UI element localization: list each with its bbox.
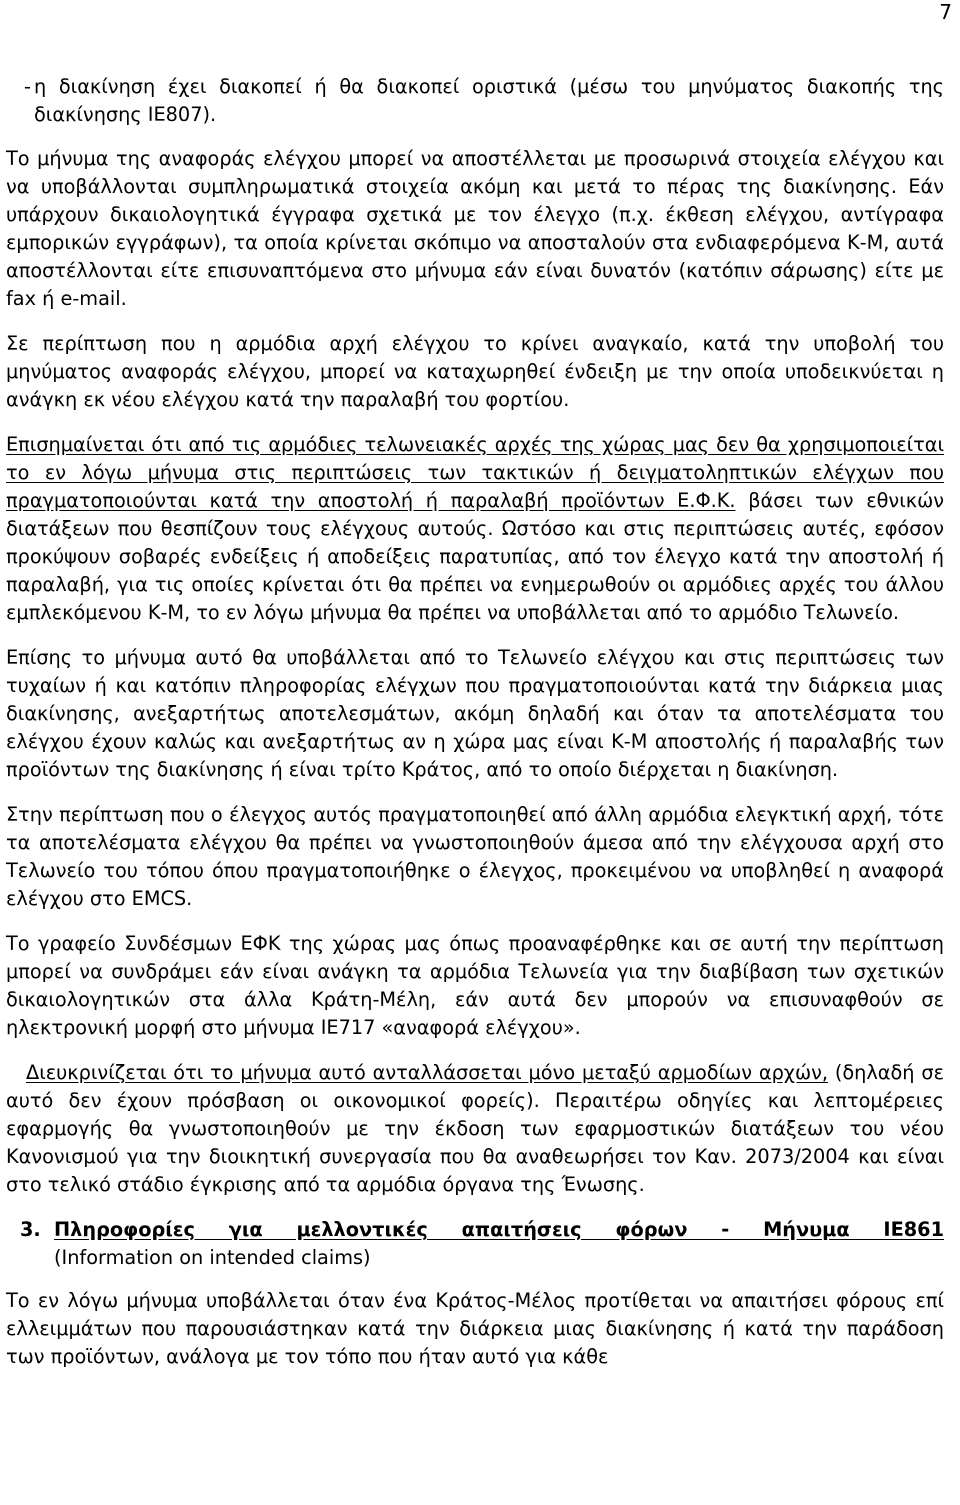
underlined-clarification: Διευκρινίζεται ότι το μήνυμα αυτό ανταλλάσσεται μόνο μεταξύ αρμοδίων αρχών,	[26, 1061, 828, 1084]
paragraph-liaison-office: Το γραφείο Συνδέσμων ΕΦΚ της χώρας μας όπως προαναφέρθηκε και σε αυτή την περίπτωση μπορεί να συνδράμει εάν είναι ανάγκη τα αρμόδια Τελωνεία για την διαβίβαση των σχετικών δικαιολογητικών στα άλλα Κράτη-Μέλη, εάν αυτά δεν μπορούν να επισυναφθούν σε ηλεκτρονική μορφή στο μήνυμα ΙΕ717 «αναφορά ελέγχου».	[6, 932, 944, 1039]
paragraph-random-checks: Επίσης το μήνυμα αυτό θα υποβάλλεται από το Τελωνείο ελέγχου και στις περιπτώσεις των τυχαίων ή και κατόπιν πληροφορίας ελέγχων που πραγματοποιούνται κατά την διάρκεια μιας διακίνησης, ανεξαρτήτως αποτελεσμάτων, ακόμη δηλαδή και όταν τα αποτελέσματα του ελέγχου έχουν καλώς και ανεξαρτήτως αν η χώρα μας είναι Κ-Μ αποστολής ή παραλαβής των προϊόντων της διακίνησης ή είναι τρίτο Κράτος, από το οποίο διέρχεται η διακίνηση.	[6, 646, 944, 781]
paragraph-text: (δηλαδή σε αυτό δεν έχουν πρόσβαση οι οικονομικοί φορείς). Περαιτέρω οδηγίες και λεπτομέρειες εφαρμογής θα γνωστοποιηθούν με την έκδοση των εφαρμοστικών διατάξεων του νέου Κανονισμού για την διοικητική συνεργασία που θα αναθεωρήσει τον Καν. 2073/2004 και είναι στο τελικό στάδιο έγκρισης από τα αρμόδια όργανα της Ένωσης.	[6, 1061, 944, 1196]
section-heading	[6, 1216, 944, 1272]
bullet-text: η διακίνηση έχει διακοπεί ή θα διακοπεί οριστικά (μέσω του μηνύματος διακοπής της διακίνησης ΙΕ807).	[34, 75, 944, 126]
paragraph-text: βάσει των εθνικών διατάξεων που θεσπίζουν τους ελέγχους αυτούς. Ωστόσο και στις περιπτώσεις αυτές, εφόσον προκύψουν σοβαρές ενδείξεις ή αποδείξεις παρατυπίας, από τον έλεγχο κατά την αποστολή ή παραλαβή, για τις οποίες κρίνεται ότι θα πρέπει να ενημερωθούν οι αρμόδιες αρχές του άλλου εμπλεκόμενου Κ-Μ, το εν λόγω μήνυμα θα πρέπει να υποβάλλεται από το αρμόδιο Τελωνείο.	[6, 489, 944, 624]
section-number: 3.	[20, 1218, 41, 1241]
page-number: 7	[939, 0, 952, 24]
bullet-item	[6, 73, 944, 129]
paragraph-ie861: Το εν λόγω μήνυμα υποβάλλεται όταν ένα Κράτος-Μέλος προτίθεται να απαιτήσει φόρους επί ελλειμμάτων που παρουσιάστηκαν κατά την διάρκεια μιας διακίνησης ή κατά την παράδοση των προϊόντων, ανάλογα με τον τόπο που ήταν αυτό για κάθε	[6, 1289, 944, 1368]
paragraph-control-report: Το μήνυμα της αναφοράς ελέγχου μπορεί να αποστέλλεται με προσωρινά στοιχεία ελέγχου και να υποβάλλονται συμπληρωματικά στοιχεία ακόμη και μετά το πέρας της διακίνησης. Εάν υπάρχουν δικαιολογητικά έγγραφα σχετικά με τον έλεγχο (π.χ. έκθεση ελέγχου, αντίγραφα εμπορικών εγγράφων), τα οποία κρίνεται σκόπιμο να αποσταλούν στα ενδιαφερόμενα Κ-Μ, αυτά αποστέλλονται είτε επισυναπτόμενα στο μήνυμα εάν είναι δυνατόν (κατόπιν σάρωσης) είτε με fax ή e-mail.	[6, 147, 944, 310]
section-title: Πληροφορίες για μελλοντικές απαιτήσεις φόρων - Μήνυμα ΙΕ861	[54, 1218, 944, 1241]
section-subtitle: (Information on intended claims)	[54, 1246, 371, 1269]
bullet-dash: -	[24, 75, 31, 98]
document-body	[6, 73, 944, 1388]
paragraph-recheck-indicator: Σε περίπτωση που η αρμόδια αρχή ελέγχου το κρίνει αναγκαίο, κατά την υποβολή του μηνύματος αναφοράς ελέγχου, μπορεί να καταχωρηθεί ένδειξη με την οποία υποδεικνύεται η ανάγκη εκ νέου ελέγχου κατά την παραλαβή του φορτίου.	[6, 332, 944, 411]
paragraph-national-controls	[6, 431, 944, 627]
paragraph-other-authority: Στην περίπτωση που ο έλεγχος αυτός πραγματοποιηθεί από άλλη αρμόδια ελεγκτική αρχή, τότε τα αποτελέσματα ελέγχου θα πρέπει να γνωστοποιηθούν άμεσα από την ελέγχουσα αρχή στο Τελωνείο του τόπου όπου πραγματοποιήθηκε ο έλεγχος, προκειμένου να υποβληθεί η αναφορά ελέγχου στο EMCS.	[6, 803, 944, 910]
paragraph-clarification	[6, 1059, 944, 1199]
underlined-notice: Επισημαίνεται ότι από τις αρμόδιες τελωνειακές αρχές της χώρας μας δεν θα χρησιμοποιείται το εν λόγω μήνυμα στις περιπτώσεις των τακτικών ή δειγματοληπτικών ελέγχων που πραγματοποιούνται κατά την αποστολή ή παραλαβή προϊόντων Ε.Φ.Κ.	[6, 433, 944, 512]
